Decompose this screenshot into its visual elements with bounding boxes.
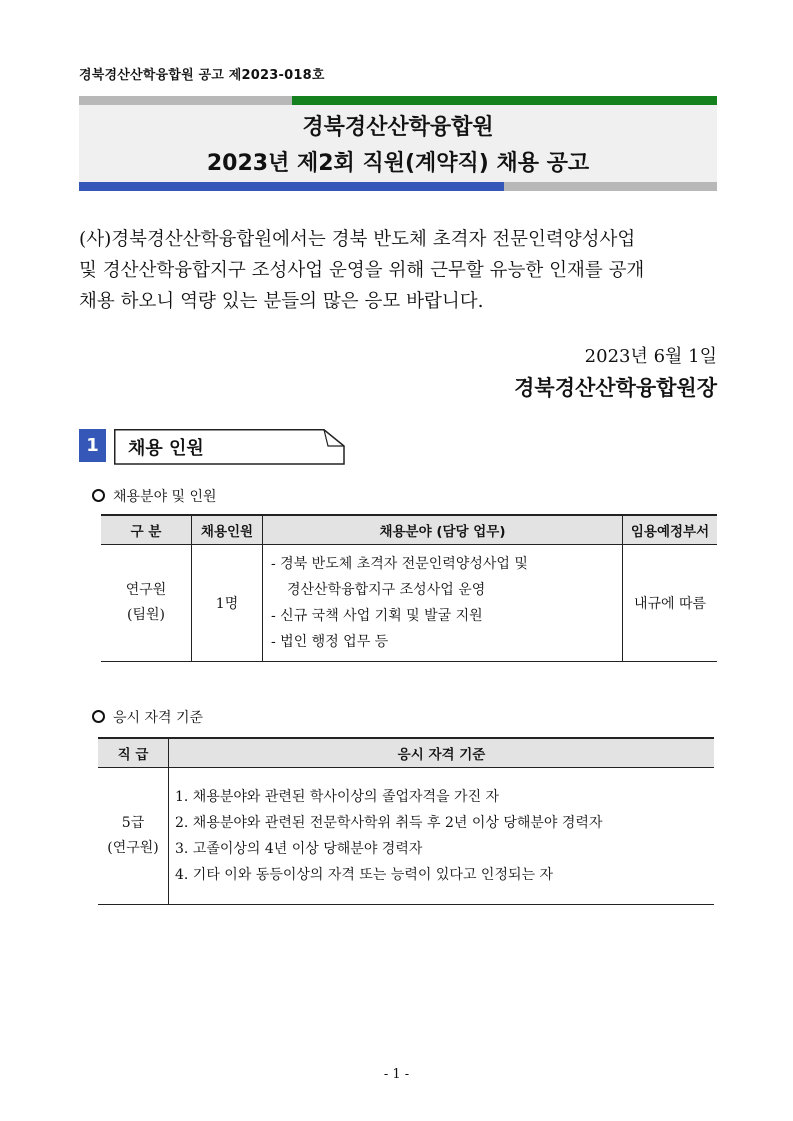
title-bar-bottom-gray (504, 182, 717, 191)
category-line: (팀원) (127, 607, 165, 623)
criteria-line: 1. 채용분야와 관련된 학사이상의 졸업자격을 가진 자 (175, 789, 500, 805)
intro-line: 및 경산산학융합지구 조성사업 운영을 위해 근무할 유능한 인재를 공개 (79, 260, 645, 281)
section-title-box (114, 429, 342, 462)
title-bar-bottom-blue (79, 182, 504, 191)
signer: 경북경산산학융합원장 (514, 376, 717, 400)
intro-paragraph (79, 224, 719, 317)
table-row (98, 768, 714, 905)
table-header: 응시 자격 기준 (169, 738, 715, 768)
table-header: 임용예정부서 (623, 515, 718, 545)
duty-line: 경산산학융합지구 조성사업 운영 (287, 582, 486, 598)
section-number: 1 (79, 429, 106, 462)
title-line-2: 2023년 제2회 직원(계약직) 채용 공고 (206, 151, 590, 176)
section-title: 채용 인원 (128, 438, 204, 459)
bullet-label: 응시 자격 기준 (113, 710, 204, 726)
table-header: 채용분야 (담당 업무) (263, 515, 623, 545)
bullet-qualification (92, 707, 203, 727)
duty-line: - 경북 반도체 초격자 전문인력양성사업 및 (271, 556, 528, 572)
page-number: - 1 - (383, 1067, 410, 1082)
criteria-line: 2. 채용분야와 관련된 전문학사학위 취득 후 2년 이상 당해분야 경력자 (175, 815, 603, 831)
table-row (101, 545, 717, 662)
announcement-date: 2023년 6월 1일 (584, 346, 717, 367)
grade-cell (98, 768, 169, 905)
title-banner (79, 96, 717, 191)
title-bar-top-gray (79, 96, 292, 105)
grade-line: 5급 (121, 815, 145, 831)
duties-cell (263, 545, 623, 662)
bullet-label: 채용분야 및 인원 (113, 489, 217, 505)
criteria-line: 3. 고졸이상의 4년 이상 당해분야 경력자 (175, 841, 423, 857)
intro-line: (사)경북경산산학융합원에서는 경북 반도체 초격자 전문인력양성사업 (79, 229, 636, 250)
dept-cell: 내규에 따름 (623, 545, 718, 662)
duty-line: - 법인 행정 업무 등 (271, 634, 389, 650)
intro-line: 채용 하오니 역량 있는 분들의 많은 응모 바랍니다. (79, 291, 484, 312)
title-bar-top-green (292, 96, 717, 105)
qualification-table (98, 737, 714, 905)
category-cell (101, 545, 192, 662)
bullet-recruitment (92, 486, 217, 506)
title-line-1: 경북경산산학융합원 (302, 115, 494, 140)
criteria-line: 4. 기타 이와 동등이상의 자격 또는 능력이 있다고 인정되는 자 (175, 867, 553, 883)
circle-bullet-icon (92, 489, 105, 502)
recruitment-table (101, 514, 717, 662)
announcement-number: 경북경산산학융합원 공고 제2023-018호 (79, 68, 325, 83)
grade-line: (연구원) (107, 840, 159, 856)
table-header: 구 분 (101, 515, 192, 545)
table-header: 직 급 (98, 738, 169, 768)
count-cell: 1명 (192, 545, 263, 662)
table-header: 채용인원 (192, 515, 263, 545)
category-line: 연구원 (125, 582, 167, 598)
circle-bullet-icon (92, 710, 105, 723)
duty-line: - 신규 국책 사업 기획 및 발굴 지원 (271, 608, 483, 624)
criteria-cell (169, 768, 715, 905)
